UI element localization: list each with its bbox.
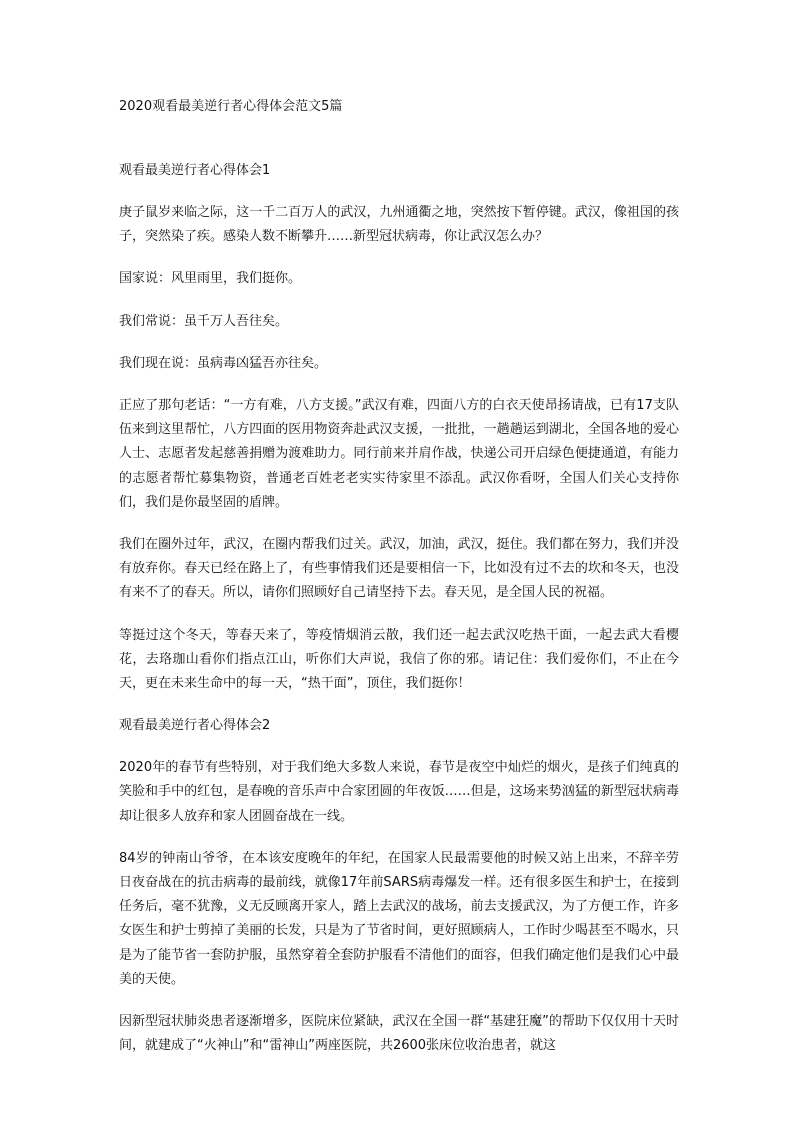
section-heading: 观看最美逆行者心得体会2: [119, 718, 271, 734]
section-1: [119, 159, 679, 696]
paragraph: 等挺过这个冬天，等春天来了，等疫情烟消云散，我们还一起去武汉吃热干面，一起去武大看樱花，去珞珈山看你们指点江山，听你们大声说，我信了你的邪。请记住：我们爱你们，不止在今天，更在未来生命中的每一天，“热干面”，顶住，我们挺你！: [119, 627, 679, 692]
paragraph: 我们在圈外过年，武汉，在圈内帮我们过关。武汉，加油，武汉，挺住。我们都在努力，我们并没有放弃你。春天已经在路上了，有些事情我们还是要相信一下，比如没有过不去的坎和冬天，也没有来不了的春天。所以，请你们照顾好自己请坚持下去。春天见，是全国人民的祝福。: [119, 537, 679, 601]
paragraph: 庚子鼠岁来临之际，这一千二百万人的武汉，九州通衢之地，突然按下暂停键。武汉，像祖国的孩子，突然染了疾。感染人数不断攀升……新型冠状病毒，你让武汉怎么办？: [119, 205, 679, 245]
paragraph: 我们现在说：虽病毒凶猛吾亦往矣。: [119, 355, 328, 371]
paragraph: 因新型冠状肺炎患者逐渐增多，医院床位紧缺，武汉在全国一群“基建狂魔”的帮助下仅仅用十天时间，就建成了“火神山”和“雷神山”两座医院，共2600张床位收治患者，就这: [119, 1014, 679, 1054]
document-page: [119, 95, 679, 1076]
section-2: [119, 714, 679, 1058]
paragraph: 2020年的春节有些特别，对于我们绝大多数人来说，春节是夜空中灿烂的烟火，是孩子们纯真的笑脸和手中的红包，是春晚的音乐声中合家团圆的年夜饭……但是，这场来势汹猛的新型冠状病毒却让很多人放弃和家人团圆奋战在一线。: [119, 760, 679, 824]
section-heading: 观看最美逆行者心得体会1: [119, 163, 271, 178]
paragraph: 84岁的钟南山爷爷，在本该安度晚年的年纪，在国家人民最需要他的时候又站上出来，不辞辛劳日夜奋战在的抗击病毒的最前线，就像17年前SARS病毒爆发一样。还有很多医生和护士，在接到任务后，毫不犹豫，义无反顾离开家人，踏上去武汉的战场，前去支援武汉，为了方便工作，许多女医生和护士剪掉了美丽的长发，只是为了节省时间，更好照顾病人，工作时少喝甚至不喝水，只是为了能节省一套防护服，虽然穿着全套防护服看不清他们的面容，但我们确定他们是我们心中最美的天使。: [119, 850, 679, 987]
paragraph: 国家说：风里雨里，我们挺你。: [119, 271, 302, 287]
paragraph: 正应了那句老话：“一方有难，八方支援。”武汉有难，四面八方的白衣天使昂扬请战，已有17支队伍来到这里帮忙，八方四面的医用物资奔赴武汉支援，一批批，一趟趟运到湖北，全国各地的爱心人士、志愿者发起慈善捐赠为渡难助力。同行前来并肩作战，快递公司开启绿色便捷通道，有能力的志愿者帮忙募集物资，普通老百姓老老实实待家里不添乱。武汉你看呀，全国人们关心支持你们，我们是你最坚固的盾牌。: [119, 398, 679, 510]
document-title: 2020观看最美逆行者心得体会范文5篇: [119, 99, 343, 114]
paragraph: 我们常说：虽千万人吾往矣。: [119, 313, 289, 329]
